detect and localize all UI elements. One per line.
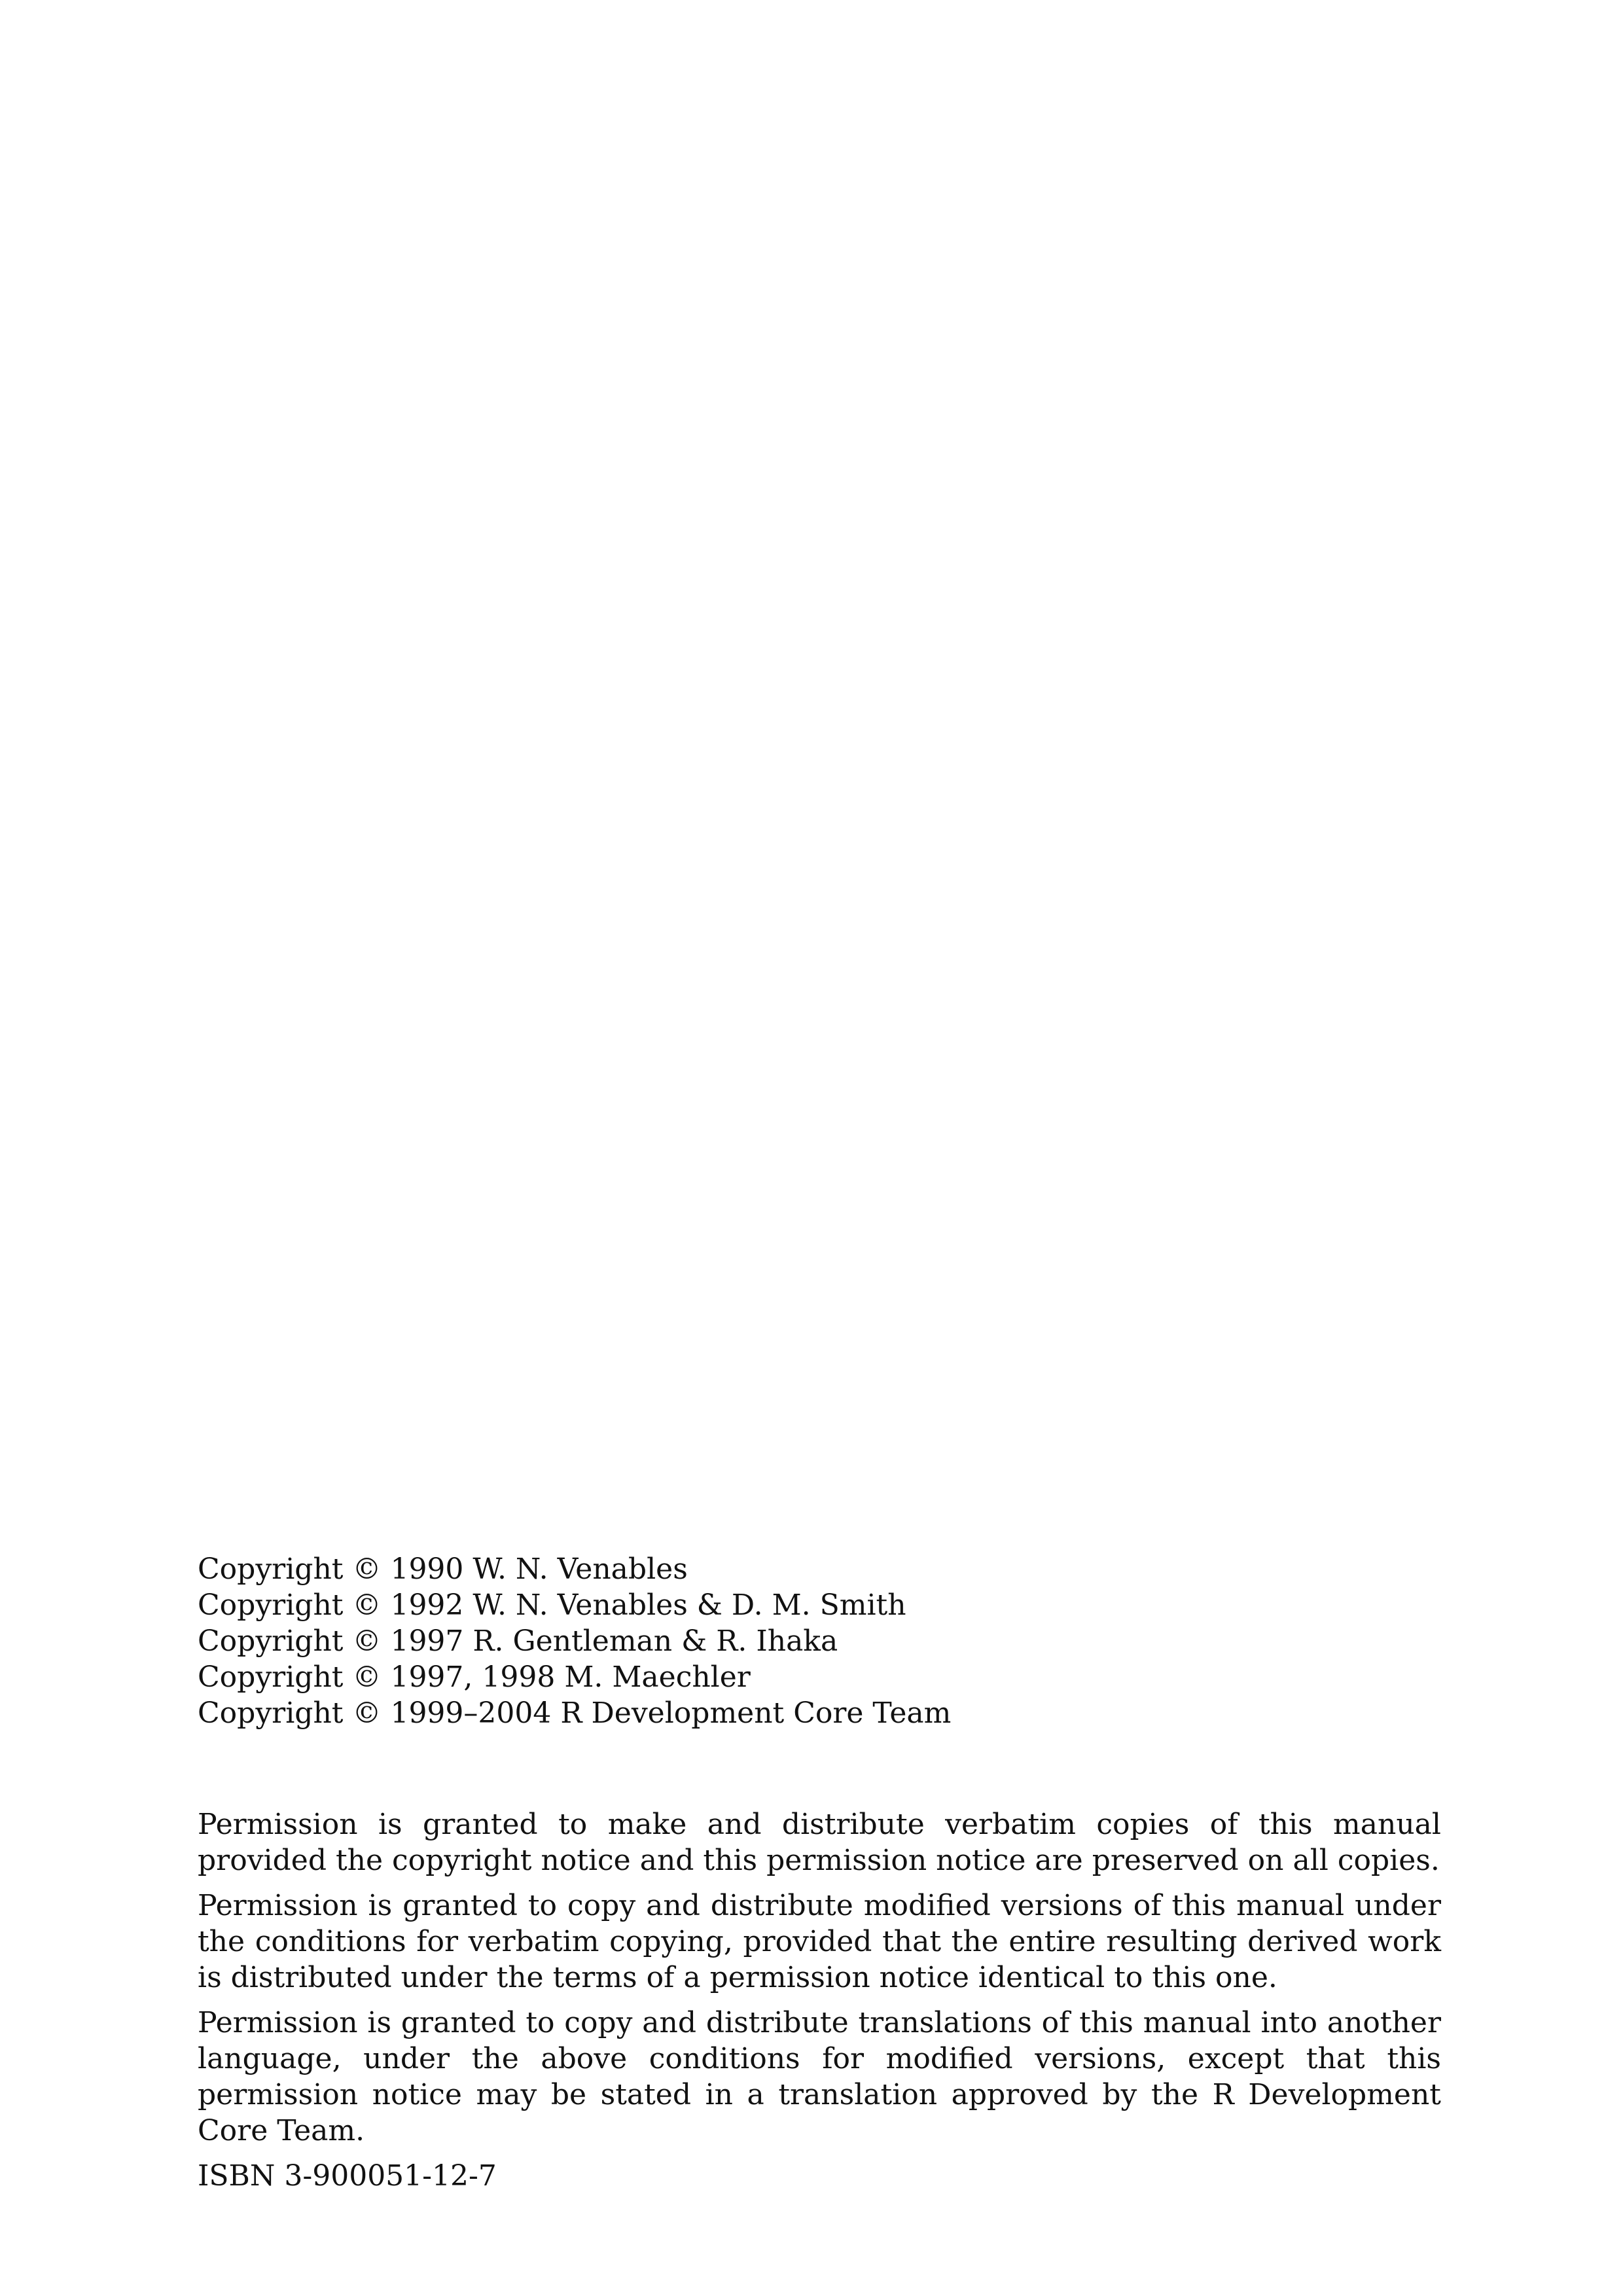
copyright-line: Copyright © 1990 W. N. Venables <box>198 1552 688 1586</box>
copyright-block <box>198 1551 1441 1731</box>
copyright-line: Copyright © 1997 R. Gentleman & R. Ihaka <box>198 1624 838 1658</box>
permission-notice <box>198 1806 1441 2194</box>
isbn: ISBN 3-900051-12-7 <box>198 2159 497 2193</box>
copyright-line: Copyright © 1999–2004 R Development Core Team <box>198 1696 952 1730</box>
permission-modified-paragraph: Permission is granted to copy and distribute modified versions of this manual under the conditions for verbatim copying, provided that the entire resulting derived work is distributed under the terms of a permission notice identical to this one. <box>198 1889 1441 1994</box>
copyright-line: Copyright © 1997, 1998 M. Maechler <box>198 1660 751 1694</box>
copyright-line: Copyright © 1992 W. N. Venables & D. M. Smith <box>198 1588 906 1622</box>
permission-translation-paragraph: Permission is granted to copy and distribute translations of this manual into another language, under the above conditions for modified versions, except that this permission notice may be stated in a translation approved by the R Development Core Team. <box>198 2006 1441 2147</box>
permission-verbatim-paragraph: Permission is granted to make and distribute verbatim copies of this manual provided the copyright notice and this permission notice are preserved on all copies. <box>198 1808 1441 1877</box>
